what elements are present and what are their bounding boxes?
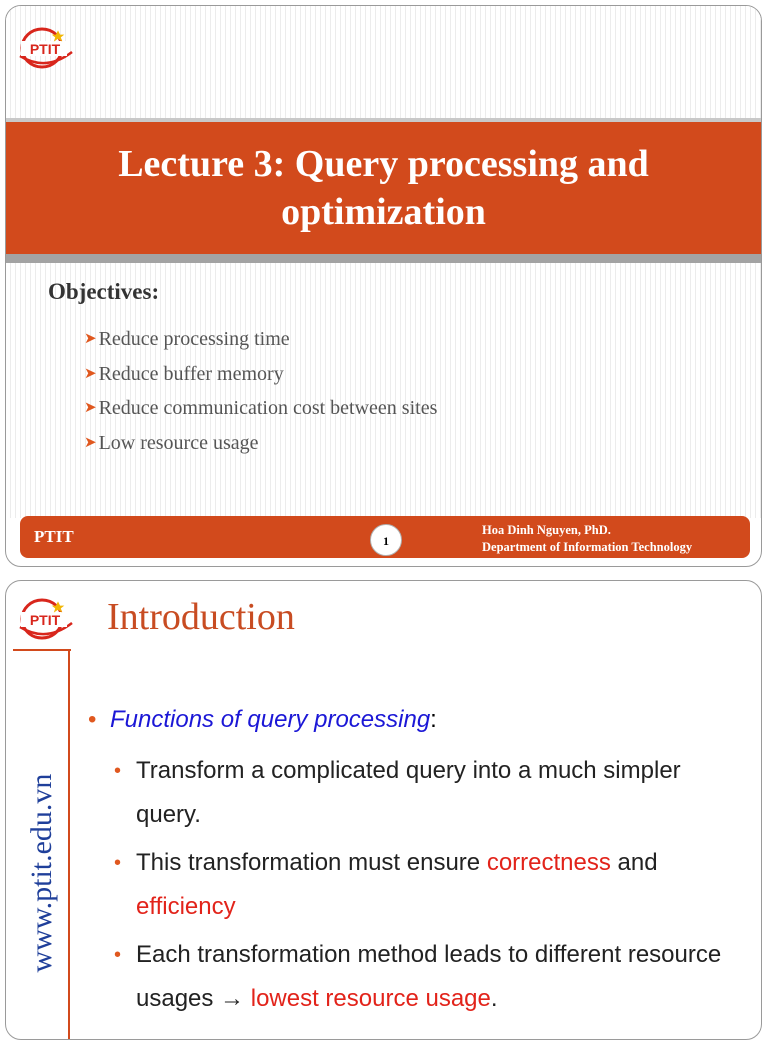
slide-1 [5, 5, 762, 567]
ptit-logo-icon [16, 22, 76, 74]
list-item [84, 325, 437, 360]
list-item [84, 429, 437, 464]
functions-heading: Functions of query processing [110, 706, 431, 733]
svg-text:PTIT: PTIT [29, 612, 61, 628]
slide-title: Introduction [107, 596, 295, 638]
highlight-correctness: correctness [486, 849, 611, 876]
title-divider [6, 254, 761, 263]
objectives-list [84, 325, 437, 463]
dot-bullet-icon: • [114, 944, 122, 966]
svg-text:PTIT: PTIT [29, 41, 61, 57]
item-text: and [610, 849, 658, 876]
footer-org: PTIT [34, 527, 74, 546]
functions-list [88, 749, 738, 1021]
item-text: Each transformation method leads to different resource usages → [136, 941, 722, 1012]
objective-text: Reduce communication cost between sites [98, 397, 438, 419]
arrow-bullet-icon: ➤ [84, 400, 97, 416]
item-end: . [490, 985, 498, 1012]
slide-header-area [6, 6, 761, 118]
arrow-bullet-icon: ➤ [84, 365, 97, 382]
slide-footer [20, 516, 750, 558]
objective-text: Reduce buffer memory [98, 362, 284, 385]
title-banner [6, 118, 761, 254]
list-item [84, 360, 437, 395]
item-text: Transform a complicated query into a much simpler query. [136, 757, 681, 828]
divider [13, 649, 71, 651]
highlight-efficiency: efficiency [136, 893, 236, 920]
footer-author: Hoa Dinh Nguyen, PhD. [482, 523, 611, 537]
footer-credits [482, 522, 692, 556]
list-item [114, 933, 738, 1021]
list-item [114, 749, 738, 837]
list-item [88, 705, 738, 735]
dot-bullet-icon: • [88, 706, 97, 733]
arrow-bullet-icon: ➤ [84, 434, 97, 451]
page-number: 1 [370, 524, 402, 556]
footer-department: Department of Information Technology [482, 540, 693, 554]
arrow-bullet-icon: ➤ [84, 331, 97, 347]
slide-body [6, 263, 761, 518]
highlight-lowest-usage: lowest resource usage [250, 985, 491, 1012]
objective-text: Reduce processing time [98, 328, 290, 350]
objective-text: Low resource usage [98, 431, 259, 454]
slide-title: Lecture 3: Query processing and optimization [118, 143, 649, 233]
list-item [114, 841, 738, 929]
item-text: This transformation must ensure [136, 849, 487, 876]
ptit-logo-icon [16, 593, 76, 645]
slide-content [88, 705, 738, 1025]
divider [68, 651, 70, 1040]
objectives-heading: Objectives: [48, 279, 160, 304]
side-url: www.ptit.edu.vn [25, 773, 58, 973]
list-item [84, 394, 437, 429]
slide-2 [5, 580, 762, 1040]
dot-bullet-icon: • [114, 760, 122, 782]
dot-bullet-icon: • [114, 852, 122, 874]
heading-colon: : [430, 706, 437, 733]
